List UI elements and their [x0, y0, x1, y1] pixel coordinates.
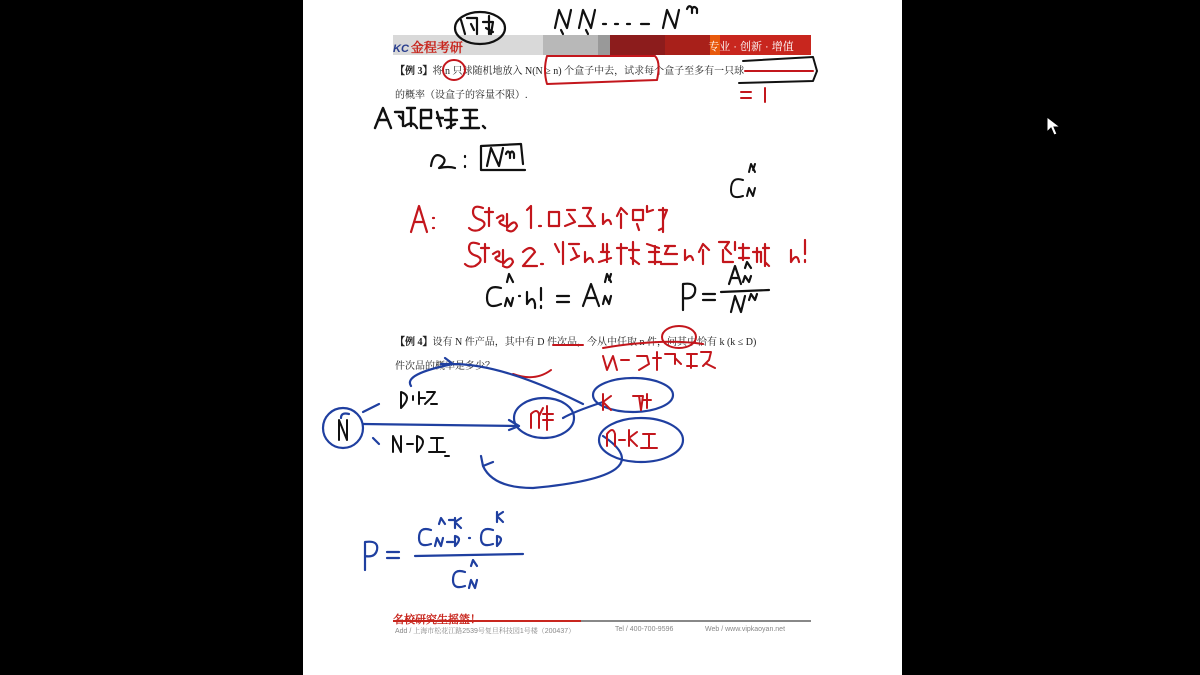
ink-model-heading — [375, 108, 485, 128]
footer-slogan — [393, 611, 481, 627]
ink-top-notes — [455, 6, 697, 44]
ink-ex3-marks — [443, 56, 813, 102]
ink-final-probability — [365, 512, 523, 588]
mouse-pointer-icon — [1046, 116, 1062, 136]
example4-tag: 【例 4】 — [395, 337, 433, 348]
handwriting-layer — [303, 0, 902, 675]
example3-tag: 【例 3】 — [395, 66, 433, 77]
footer-address: Add / 上海市松花江路2539号复旦科技园1号楼（200437） — [395, 628, 576, 635]
logo-mark: KC — [393, 43, 409, 55]
footer-tel: Tel / 400-700-9596 — [615, 626, 674, 633]
ink-diagram-blue — [323, 358, 683, 488]
example3-text1: 将 n 只球随机地放入 N(N ≥ n) 个盒子中去，试求每个盒子至多有一只球 — [432, 66, 745, 77]
ink-ex4-marks — [513, 326, 715, 377]
ink-step1 — [411, 206, 667, 232]
ink-equation-permutation — [487, 262, 769, 312]
footer-web: Web / www.vipkaoyan.net — [705, 626, 786, 633]
example3-line2: 的概率（设盒子的容量不限）. — [395, 90, 528, 101]
ink-step2 — [465, 240, 805, 267]
footer-rule — [393, 620, 811, 622]
lecture-page — [303, 0, 902, 675]
example4-line2: 件次品的概率是多少？ — [395, 361, 495, 372]
example4-text1: 设有 N 件产品，其中有 D 件次品，今从中任取 n 件，问其中恰有 k (k ≤ D) — [432, 337, 757, 348]
logo-text: 金程考研 — [410, 40, 463, 55]
ink-diagram-labels-red — [531, 394, 657, 448]
ink-omega-line — [431, 144, 525, 170]
ink-combination-cnn — [731, 164, 755, 197]
header-slogan: 专业 · 创新 · 增值 — [708, 41, 794, 53]
